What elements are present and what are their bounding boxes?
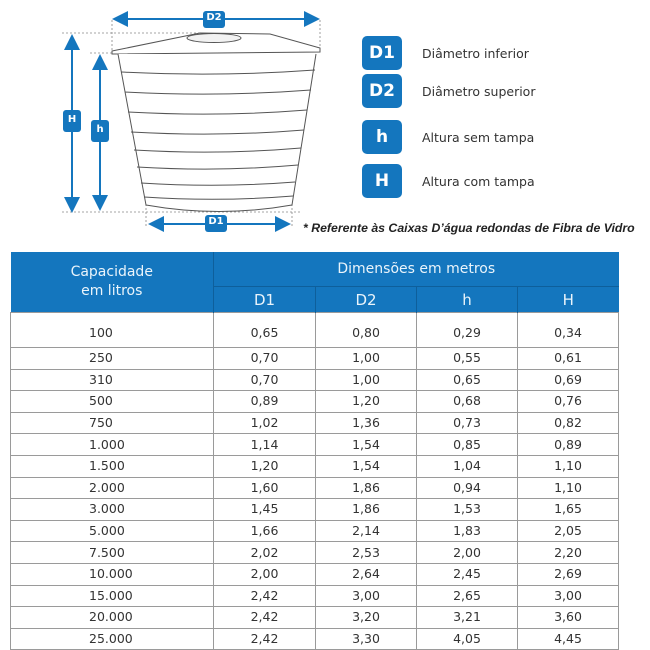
dimensions-table [10, 252, 619, 650]
d1-cell: 0,65 [214, 313, 316, 348]
d1-badge: D1 [362, 36, 402, 70]
H-cell: 0,69 [518, 369, 619, 391]
d2-cell: 3,30 [316, 628, 417, 650]
H-cell: 3,00 [518, 585, 619, 607]
table-body [11, 313, 619, 650]
h-cell: 3,21 [417, 607, 518, 629]
table-row [11, 563, 619, 585]
footnote: * Referente às Caixas D’água redondas de Fibra de Vidro [303, 221, 635, 235]
h-badge: h [362, 120, 402, 154]
d2-cell: 1,86 [316, 477, 417, 499]
capacity-cell: 750 [11, 412, 214, 434]
h-cell: 2,45 [417, 563, 518, 585]
H-cell: 0,61 [518, 348, 619, 370]
table-row [11, 348, 619, 370]
table-row [11, 499, 619, 521]
table-row [11, 391, 619, 413]
d1-cell: 2,00 [214, 563, 316, 585]
H-cell: 4,45 [518, 628, 619, 650]
H-cell: 2,20 [518, 542, 619, 564]
d1-cell: 2,02 [214, 542, 316, 564]
legend-item-d1 [362, 36, 529, 70]
table-row [11, 369, 619, 391]
table-row [11, 412, 619, 434]
d1-cell: 0,70 [214, 348, 316, 370]
capacity-cell: 500 [11, 391, 214, 413]
H-cell: 1,10 [518, 477, 619, 499]
capacity-cell: 310 [11, 369, 214, 391]
d2-cell: 1,20 [316, 391, 417, 413]
legend-item-H [362, 164, 535, 198]
h-cell: 0,65 [417, 369, 518, 391]
H-cell: 0,82 [518, 412, 619, 434]
capacity-cell: 15.000 [11, 585, 214, 607]
capacity-cell: 7.500 [11, 542, 214, 564]
capacity-cell: 25.000 [11, 628, 214, 650]
H-cell: 2,69 [518, 563, 619, 585]
H-badge: H [362, 164, 402, 198]
capacity-header-line1: Capacidade [70, 264, 153, 280]
d2-cell: 2,53 [316, 542, 417, 564]
H-cell: 0,89 [518, 434, 619, 456]
capacity-cell: 2.000 [11, 477, 214, 499]
capacity-cell: 10.000 [11, 563, 214, 585]
h-cell: 1,83 [417, 520, 518, 542]
h-cell: 0,94 [417, 477, 518, 499]
table-row [11, 455, 619, 477]
d1-diagram-label: D1 [208, 216, 224, 227]
h-cell: 0,55 [417, 348, 518, 370]
d2-cell: 1,54 [316, 434, 417, 456]
h-cell: 1,04 [417, 455, 518, 477]
capacity-header [11, 252, 214, 313]
H-legend-label: Altura com tampa [422, 173, 535, 189]
d2-badge: D2 [362, 74, 402, 108]
h-cell: 0,85 [417, 434, 518, 456]
h-cell: 0,73 [417, 412, 518, 434]
d1-legend-label: Diâmetro inferior [422, 45, 529, 61]
d1-cell: 2,42 [214, 585, 316, 607]
d1-cell: 0,89 [214, 391, 316, 413]
capacity-cell: 100 [11, 313, 214, 348]
capacity-cell: 1.500 [11, 455, 214, 477]
d2-cell: 3,00 [316, 585, 417, 607]
d1-cell: 2,42 [214, 607, 316, 629]
table-row [11, 520, 619, 542]
column-header-H: H [518, 287, 619, 313]
table-row [11, 585, 619, 607]
H-cell: 0,34 [518, 313, 619, 348]
column-header-d2: D2 [316, 287, 417, 313]
H-cell: 2,05 [518, 520, 619, 542]
h-cell: 0,68 [417, 391, 518, 413]
d2-cell: 2,64 [316, 563, 417, 585]
capacity-cell: 3.000 [11, 499, 214, 521]
h-cell: 4,05 [417, 628, 518, 650]
column-header-h: h [417, 287, 518, 313]
d1-cell: 1,20 [214, 455, 316, 477]
capacity-cell: 1.000 [11, 434, 214, 456]
h-diagram-label: h [96, 124, 104, 135]
table-row [11, 313, 619, 348]
d1-cell: 0,70 [214, 369, 316, 391]
d2-diagram-label: D2 [206, 12, 222, 23]
capacity-cell: 20.000 [11, 607, 214, 629]
H-cell: 1,65 [518, 499, 619, 521]
d2-cell: 1,00 [316, 348, 417, 370]
d2-cell: 3,20 [316, 607, 417, 629]
h-cell: 1,53 [417, 499, 518, 521]
table-row [11, 477, 619, 499]
H-diagram-label: H [67, 114, 77, 125]
d2-cell: 1,36 [316, 412, 417, 434]
capacity-cell: 250 [11, 348, 214, 370]
water-tank-icon [0, 0, 340, 240]
d1-cell: 1,14 [214, 434, 316, 456]
d1-cell: 1,45 [214, 499, 316, 521]
H-cell: 1,10 [518, 455, 619, 477]
d2-cell: 1,00 [316, 369, 417, 391]
h-cell: 0,29 [417, 313, 518, 348]
H-cell: 0,76 [518, 391, 619, 413]
d2-cell: 0,80 [316, 313, 417, 348]
capacity-cell: 5.000 [11, 520, 214, 542]
dimensions-group-header: Dimensões em metros [214, 252, 619, 287]
legend-item-d2 [362, 74, 535, 108]
table-row [11, 607, 619, 629]
d2-cell: 2,14 [316, 520, 417, 542]
d2-cell: 1,86 [316, 499, 417, 521]
capacity-header-line2: em litros [81, 283, 143, 299]
d1-cell: 2,42 [214, 628, 316, 650]
H-cell: 3,60 [518, 607, 619, 629]
d1-cell: 1,66 [214, 520, 316, 542]
table-row [11, 434, 619, 456]
legend-item-h [362, 120, 534, 154]
tank-dimension-diagram [0, 0, 340, 240]
h-legend-label: Altura sem tampa [422, 129, 535, 145]
h-cell: 2,00 [417, 542, 518, 564]
d2-legend-label: Diâmetro superior [422, 83, 536, 99]
d1-cell: 1,60 [214, 477, 316, 499]
d2-cell: 1,54 [316, 455, 417, 477]
h-cell: 2,65 [417, 585, 518, 607]
d1-cell: 1,02 [214, 412, 316, 434]
column-header-d1: D1 [214, 287, 316, 313]
table-row [11, 628, 619, 650]
table-row [11, 542, 619, 564]
